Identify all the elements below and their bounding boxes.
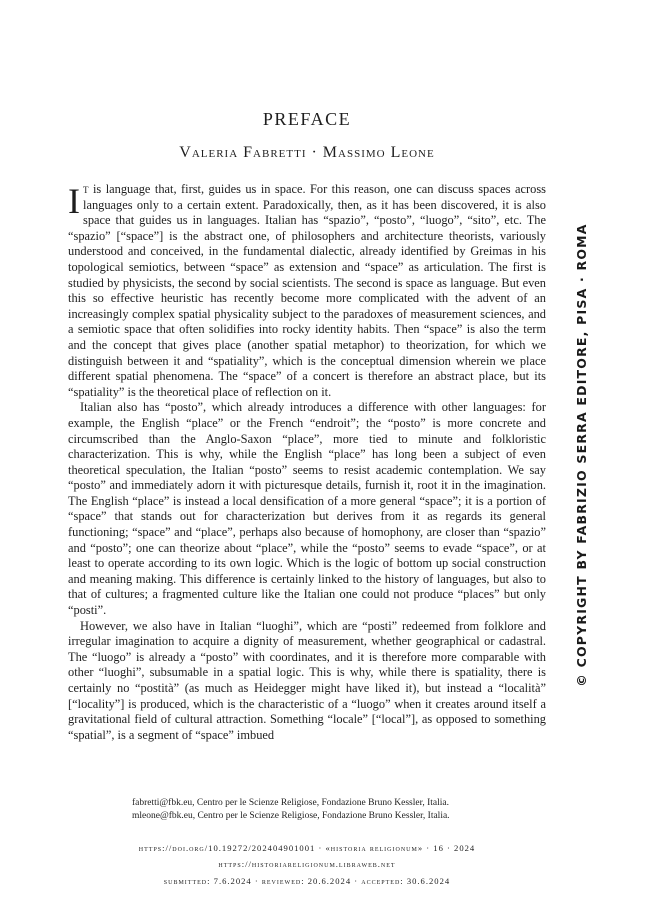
page-title: PREFACE — [262, 109, 352, 129]
journal-url: https://historiareligionum.libraweb.net — [218, 859, 396, 869]
drop-cap: I — [68, 181, 80, 221]
doi-line: https://doi.org/10.19272/202404901001 · «historia religionum» · 16 · 2024 — [138, 843, 476, 853]
paragraph-2: Italian also has “posto”, which already introduces a difference with other languages: for example, the English “place” or the French “endroit”; the “posto” is more concrete and circumscribed than the Anglo-Saxon “place”, more tied to minute and folkloristic characterization. This is why, while the English “place” has long been a subject of even theoretical speculation, the Italian “posto” seems to resist academic contemplation. We say “posto” and immediately adorn it with picturesque details, furnish it, root it in the imagination. The English “place” is instead a local densification of a more general “space”; it is a portion of “space” that stands out for characterization but derives from it as regards its general functioning; “space” and “place”, perhaps also because of homophony, are closer than “spazio” and “posto”; one can theorize about “place”, while the “posto” seems to evade “space”, or at least to operate according to its own logic. Which is the logic of bottom up social construction and meaning making. This difference is certainly linked to the history of languages, but also to that of cultures; a fragmented culture like the Italian one could not produce “places” but only “posti”. — [68, 400, 546, 618]
paragraph-1-text: is language that, first, guides us in space. For this reason, one can discuss spaces across languages only to a certain extent. Paradoxically, then, as it has been discovered, it is also space that guides us in languages. Italian has “spazio”, “posto”, “luogo”, “sito”, etc. The “spazio” [“space”] is the abstract one, of philosophers and architecture theorists, variously understood and conceived, in the fundamental dialectic, already identified by Greimas in his topological semiotics, between “space” as extension and “space” as articulation. The first is studied by physicists, the second by social scientists. The second is space as language. But even this so effective heuristic has recently become more complicated with the advent of an increasingly complex spatial physicality subject to the paradoxes of measurement sciences, and a semiotic space that often solidifies into rocky identity habits. Then “space” is also the term and the concept that gives place (another spatial metaphor) to theorization, for which we distinguish between it and “spatiality”, which is the conceptual dimension wherein we place different spatial phenomena. The “space” of a concert is therefore an abstract place, but its “spatiality” is the theoretical place of reflection on it. — [68, 182, 546, 399]
paragraph-3: However, we also have in Italian “luoghi”, which are “posti” redeemed from folklore and irregular imagination to acquire a dignity of measurement, whether geographical or cadastral. The “luogo” is already a “posto” with coordinates, and it is therefore more comparable with other “luoghi”, subsumable in a spatial logic. This is why, while there is spatiality, there is certainly no “postità” (as much as Heidegger might have liked it), but instead a “località” [“locality”] is produced, which is the characteristic of a “luogo” when it creates around itself a gravitational field of cultural attraction. Something “locale” [“local”], as opposed to something “spatial”, is a segment of “space” imbued — [68, 618, 546, 742]
authors-line: Valeria Fabretti · Massimo Leone — [179, 144, 435, 161]
footnote-leone: mleone@fbk.eu, Centro per le Scienze Religiose, Fondazione Bruno Kessler, Italia. — [132, 811, 450, 821]
footnotes — [132, 797, 552, 823]
first-word: t — [83, 182, 89, 196]
submission-dates: submitted: 7.6.2024 · reviewed: 20.6.2024 · accepted: 30.6.2024 — [163, 876, 451, 886]
article-body — [68, 182, 546, 743]
footnote-fabretti: fabretti@fbk.eu, Centro per le Scienze Religiose, Fondazione Bruno Kessler, Italia. — [132, 798, 450, 808]
copyright-sidebar: © COPYRIGHT BY FABRIZIO SERRA EDITORE, PISA · ROMA — [574, 223, 589, 687]
paragraph-1 — [68, 182, 546, 400]
